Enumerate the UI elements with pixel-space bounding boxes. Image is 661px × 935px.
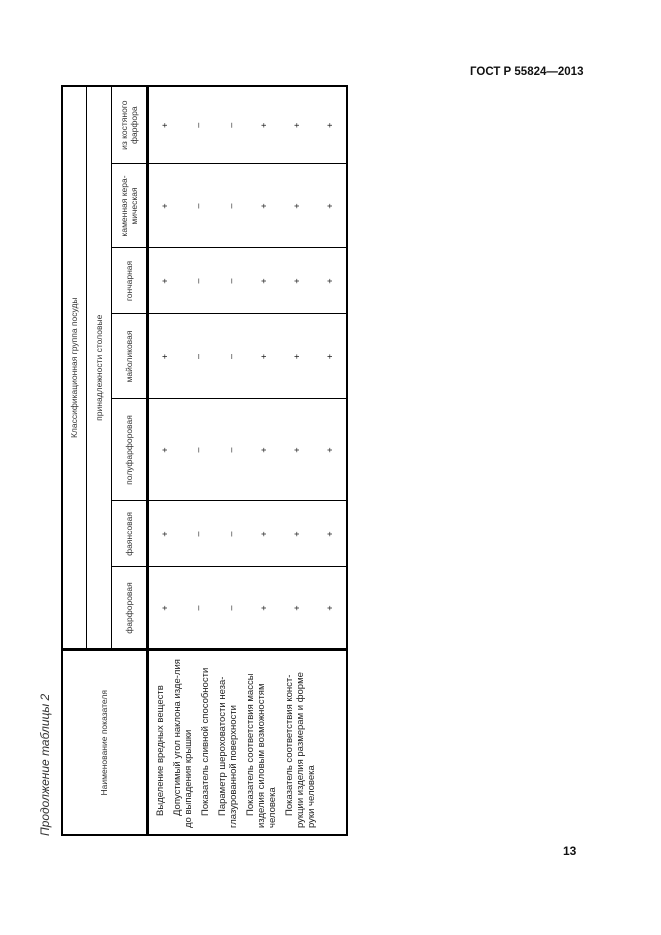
value-cell: + [324,531,335,537]
value-cell: + [291,122,302,128]
value-cell: + [291,353,302,360]
value-cell: + [324,353,335,360]
column-header-stoneware: каменная кера-мическая [111,164,147,248]
row-label: Показатель сливной способности [199,667,211,816]
value-cell: + [324,447,335,453]
value-cell: + [291,278,302,284]
values-column-stoneware [147,164,347,248]
value-cell: + [324,122,335,128]
values-column-pottery [147,248,347,314]
value-cell: – [225,531,236,537]
row-label: Допустимый угол наклона изде-лия до выпадения крышки [171,659,194,828]
column-header-porcelain: фарфоровая [111,567,147,650]
value-cell: + [258,605,269,611]
column-header-bone-china: из костяного фарфора [111,86,147,164]
value-cell: + [291,531,302,537]
group-header-label: Классификационная группа посуды [69,297,80,439]
page-number: 13 [563,844,577,858]
value-cell: – [225,203,236,209]
value-cell: + [159,203,170,209]
value-cell: + [159,447,170,453]
values-column-majolica [147,314,347,399]
name-header-cell [62,650,147,835]
table-caption: Продолжение таблицы 2 [38,693,52,836]
column-header-majolica: майоликовая [111,314,147,399]
value-cell: + [159,353,170,360]
value-cell: + [291,605,302,611]
subgroup-header-cell [86,86,111,650]
value-cell: – [192,278,203,284]
value-cell: + [159,122,170,128]
value-cell: + [324,278,335,284]
column-header-semi-porcelain: полуфарфоровая [111,399,147,501]
value-cell: + [258,531,269,537]
rotated-table-container [61,87,348,836]
value-cell: + [159,278,170,284]
row-label: Параметр шероховатости неза-глазурованной поверхности [216,676,239,828]
value-cell: – [225,122,236,128]
values-column-bone-china [147,86,347,164]
value-cell: + [258,122,269,128]
value-cell: + [159,531,170,537]
row-label: Показатель соответствия массы изделия силовым возможностям человека [244,673,278,828]
subgroup-header-label: принадлежности столовые [93,314,104,421]
values-column-semi-porcelain [147,399,347,501]
group-header-cell [62,86,86,650]
value-cell: – [192,605,203,611]
value-cell: – [225,447,236,453]
value-cell: + [258,203,269,209]
value-cell: – [192,122,203,128]
values-column-faience [147,501,347,567]
value-cell: – [192,447,203,453]
value-cell: + [258,353,269,360]
value-cell: + [324,203,335,209]
value-cell: + [258,278,269,284]
value-cell: + [159,605,170,611]
indicator-names-cell [147,650,347,835]
value-cell: – [225,605,236,611]
value-cell: + [258,447,269,453]
value-cell: – [192,203,203,209]
values-column-porcelain [147,567,347,650]
value-cell: – [192,354,203,360]
row-label: Выделение вредных веществ [154,685,166,816]
value-cell: – [225,354,236,360]
name-header-label: Наименование показателя [99,690,110,796]
classification-table [61,85,348,836]
document-code: ГОСТ Р 55824—2013 [470,66,584,78]
row-label: Показатель соответствия конст-рукции изделия размерам и форме руки человека [283,672,317,828]
value-cell: + [324,605,335,611]
value-cell: + [291,447,302,453]
value-cell: + [291,203,302,209]
value-cell: – [225,278,236,284]
value-cell: – [192,531,203,537]
column-header-pottery: гончарная [111,248,147,314]
column-header-faience: фаянсовая [111,501,147,567]
